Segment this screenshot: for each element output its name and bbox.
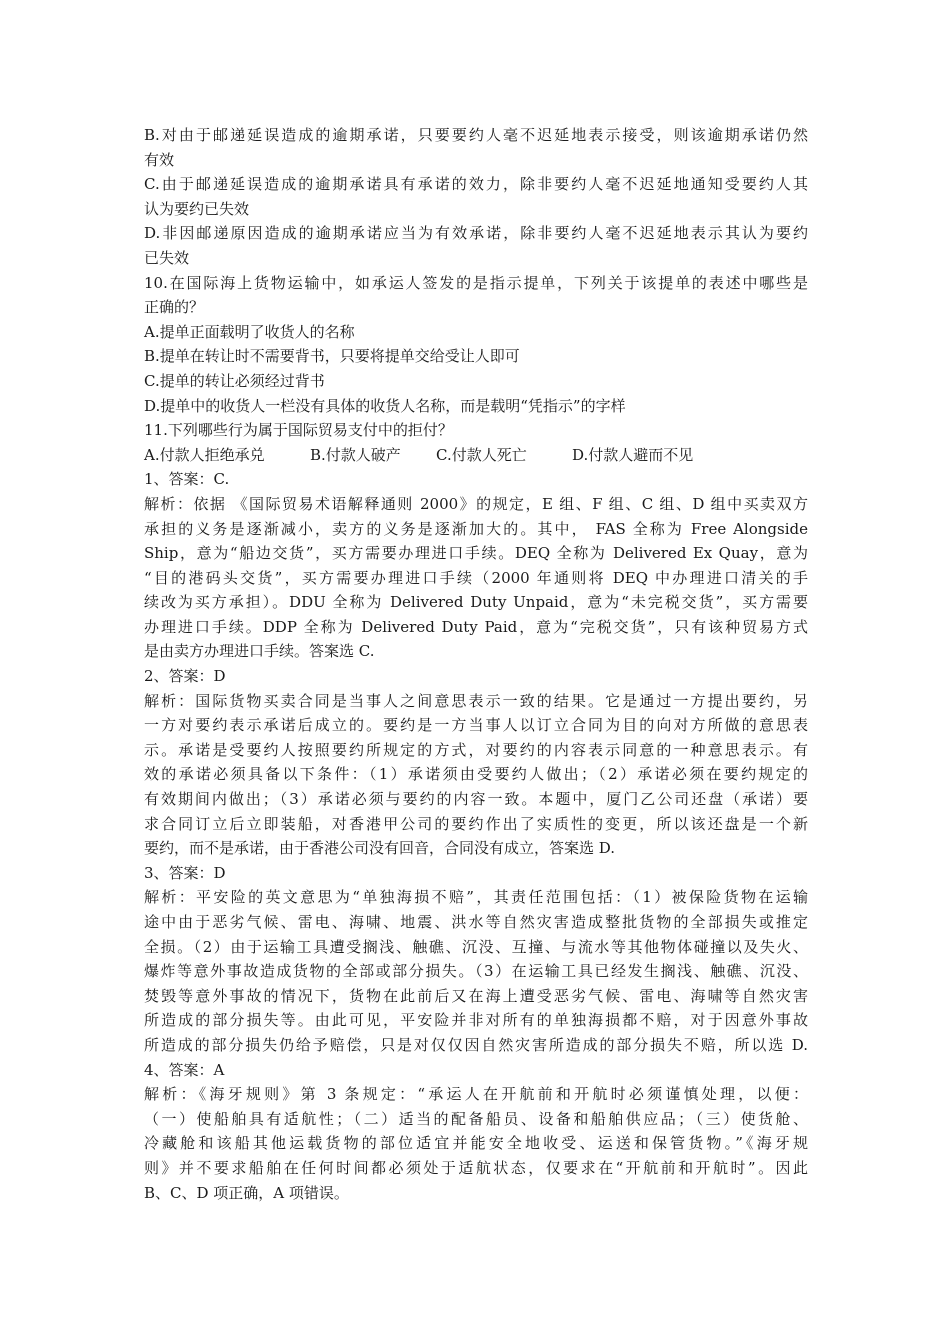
answer-1-text: 解析：依据 《国际贸易术语解释通则 2000》的规定，E 组、F 组、C 组、D 组中买卖双方 — [144, 494, 808, 513]
option-c-line2: 认为要约已失效 — [144, 199, 250, 218]
q11-option-a: A.付款人拒绝承兑 — [144, 445, 265, 464]
option-d-line1: D.非因邮递原因造成的逾期承诺应当为有效承诺，除非要约人毫不迟延地表示其认为要约 — [144, 224, 808, 243]
option-b-line1: B.对由于邮递延误造成的逾期承诺，只要要约人毫不迟延地表示接受，则该逾期承诺仍然 — [144, 126, 808, 144]
question-10-line1: 10.在国际海上货物运输中，如承运人签发的是指示提单，下列关于该提单的表述中哪些是 — [144, 273, 808, 292]
q10-option-b: B.提单在转让时不需要背书，只要将提单交给受让人即可 — [144, 347, 520, 366]
answer-4-text: B、C、D 项正确，A 项错误。 — [144, 1183, 349, 1202]
answer-2-text: 有效期间内做出；（3）承诺必须与要约的内容一致。本题中，厦门乙公司还盘（承诺）要 — [144, 790, 808, 809]
q10-option-d: D.提单中的收货人一栏没有具体的收货人名称，而是载明“凭指示”的字样 — [144, 396, 626, 415]
answer-3-text: 途中由于恶劣气候、雷电、海啸、地震、洪水等自然灾害造成整批货物的全部损失或推定 — [144, 913, 808, 931]
answer-2-text: 要约，而不是承诺，由于香港公司没有回音，合同没有成立，答案选 D. — [144, 839, 616, 858]
answer-1-text: 续改为买方承担）。DDU 全称为 Delivered Duty Unpaid，意为“未完税交货”，买方需要 — [144, 593, 808, 612]
q10-option-a: A.提单正面载明了收货人的名称 — [144, 322, 355, 341]
q11-option-d: D.付款人避而不见 — [572, 445, 694, 464]
answer-1-text: “目的港码头交货”，买方需要办理进口手续（2000 年通则将 DEQ 中办理进口清关的手 — [144, 568, 808, 587]
answer-4-heading: 4、答案：A — [144, 1060, 225, 1079]
answer-4-text: 则》并不要求船舶在任何时间都必须处于适航状态，仅要求在“开航前和开航时”。因此 — [144, 1158, 808, 1177]
answer-2-text: 解析：国际货物买卖合同是当事人之间意思表示一致的结果。它是通过一方提出要约，另 — [144, 691, 808, 710]
answer-2-text: 一方对要约表示承诺后成立的。要约是一方当事人以订立合同为目的向对方所做的意思表 — [144, 716, 808, 735]
answer-4-text: 冷藏舱和该船其他运载货物的部位适宜并能安全地收受、运送和保管货物。”《海牙规 — [144, 1134, 808, 1153]
answer-1-text: 办理进口手续。DDP 全称为 Delivered Duty Paid，意为“完税交货”，只有该种贸易方式 — [144, 617, 808, 636]
answer-3-text: 全损。（2）由于运输工具遭受搁浅、触礁、沉没、互撞、与流水等其他物体碰撞以及失火、 — [144, 937, 808, 956]
question-11: 11.下列哪些行为属于国际贸易支付中的拒付？ — [144, 421, 453, 440]
q11-option-b: B.付款人破产 — [310, 445, 401, 464]
answer-2-heading: 2、答案：D — [144, 667, 226, 686]
answer-4-text: 解析：《海牙规则》第 3 条规定：“承运人在开航前和开航时必须谨慎处理，以便： — [144, 1085, 808, 1104]
answer-1-text: 承担的义务是逐渐减小，卖方的义务是逐渐加大的。其中， FAS 全称为 Free Alongside — [144, 519, 808, 538]
question-10-line2: 正确的？ — [144, 298, 205, 317]
answer-3-text: 焚毁等意外事故的情况下，货物在此前后又在海上遭受恶劣气候、雷电、海啸等自然灾害 — [144, 986, 808, 1005]
answer-3-text: 解析：平安险的英文意思为“单独海损不赔”，其责任范围包括：（1）被保险货物在运输 — [144, 888, 808, 907]
answer-1-text: 是由卖方办理进口手续。答案选 C. — [144, 642, 375, 661]
option-d-line2: 已失效 — [144, 248, 190, 267]
q11-option-c: C.付款人死亡 — [436, 445, 527, 464]
option-c-line1: C.由于邮递延误造成的逾期承诺具有承诺的效力，除非要约人毫不迟延地通知受要约人其 — [144, 175, 808, 194]
answer-3-text: 爆炸等意外事故造成货物的全部或部分损失。（3）在运输工具已经发生搁浅、触礁、沉没、 — [144, 962, 808, 981]
answer-4-text: （一）使船舶具有适航性；（二）适当的配备船员、设备和船舶供应品；（三）使货舱、 — [144, 1109, 808, 1128]
option-b-line2: 有效 — [144, 150, 175, 169]
answer-1-text: Ship，意为“船边交货”，买方需要办理进口手续。DEQ 全称为 Delivered Ex Quay，意为 — [144, 544, 808, 563]
answer-3-heading: 3、答案：D — [144, 863, 226, 882]
answer-2-text: 效的承诺必须具备以下条件：（1）承诺须由受要约人做出；（2）承诺必须在要约规定的 — [144, 765, 808, 784]
answer-2-text: 示。承诺是受要约人按照要约所规定的方式，对要约的内容表示同意的一种意思表示。有 — [144, 740, 808, 759]
answer-3-text: 所造成的部分损失仍给予赔偿，只是对仅仅因自然灾害所造成的部分损失不赔，所以选 D. — [144, 1035, 808, 1054]
q10-option-c: C.提单的转让必须经过背书 — [144, 371, 325, 390]
answer-2-text: 求合同订立后立即装船，对香港甲公司的要约作出了实质性的变更，所以该还盘是一个新 — [144, 814, 808, 833]
answer-3-text: 所造成的部分损失等。由此可见，平安险并非对所有的单独海损都不赔，对于因意外事故 — [144, 1011, 808, 1030]
q11-options-row — [144, 443, 808, 468]
answer-1-heading: 1、答案：C. — [144, 470, 230, 489]
